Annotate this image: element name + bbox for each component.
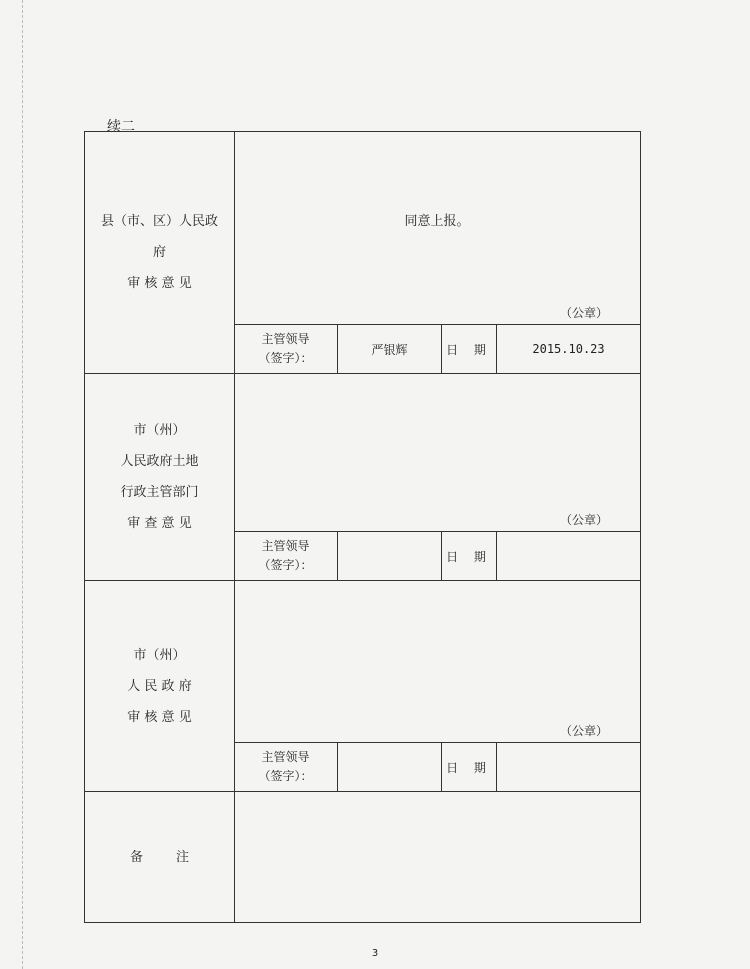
leader-label-cell <box>234 532 338 580</box>
date-field[interactable]: 2015.10.23 <box>532 342 605 356</box>
county-opinion-cell <box>234 132 640 325</box>
label-line: 人民政府土地 <box>120 454 199 469</box>
opinion-text: 同意上报。 <box>404 214 470 229</box>
city-opinion-cell[interactable] <box>234 581 640 743</box>
signature-label: （签字）： <box>258 558 313 572</box>
label-line: 府 <box>152 245 166 260</box>
approval-form-table <box>84 131 641 923</box>
label-line: 行政主管部门 <box>120 485 199 500</box>
land-dept-review-section <box>85 374 640 581</box>
city-signature-row <box>234 742 640 791</box>
label-line: 审 核 意 见 <box>127 276 192 291</box>
county-review-label <box>85 132 235 373</box>
leader-name-field[interactable]: 严银辉 <box>338 325 442 373</box>
leader-name-field[interactable] <box>338 532 442 580</box>
leader-label: 主管领导 <box>261 332 310 346</box>
city-review-label <box>85 581 235 791</box>
leader-label: 主管领导 <box>261 539 310 553</box>
page-edge-marks <box>22 0 24 969</box>
signature-label: （签字）： <box>258 769 313 783</box>
date-label: 日 期 <box>442 532 497 580</box>
leader-label-cell <box>234 743 338 791</box>
land-dept-signature-row <box>234 531 640 580</box>
city-review-section <box>85 581 640 792</box>
date-label: 日 期 <box>442 325 497 373</box>
land-dept-review-label <box>85 374 235 580</box>
page-number: 3 <box>371 948 379 959</box>
remarks-label: 备 注 <box>85 792 235 922</box>
continued-label: 续二 <box>107 119 135 135</box>
remarks-field[interactable] <box>234 792 640 922</box>
leader-name-field[interactable] <box>338 743 442 791</box>
date-field[interactable] <box>497 743 640 791</box>
date-label: 日 期 <box>442 743 497 791</box>
label-line: 人 民 政 府 <box>127 678 192 694</box>
remarks-section <box>85 792 640 922</box>
county-signature-row <box>234 324 640 373</box>
label-line: 市（州） <box>133 423 186 438</box>
label-line: 审 查 意 见 <box>127 516 192 531</box>
label-line: 市（州） <box>133 647 186 663</box>
leader-label-cell <box>234 325 338 373</box>
land-dept-opinion-cell[interactable] <box>234 374 640 532</box>
seal-label: （公章） <box>559 306 608 320</box>
label-line: 县（市、区）人民政 <box>100 214 218 229</box>
signature-label: （签字）： <box>258 351 313 365</box>
seal-label: （公章） <box>559 513 608 527</box>
seal-label: （公章） <box>559 724 608 738</box>
date-field[interactable] <box>497 532 640 580</box>
leader-label: 主管领导 <box>261 750 310 764</box>
label-line: 审 核 意 见 <box>127 709 192 725</box>
county-review-section <box>85 132 640 374</box>
